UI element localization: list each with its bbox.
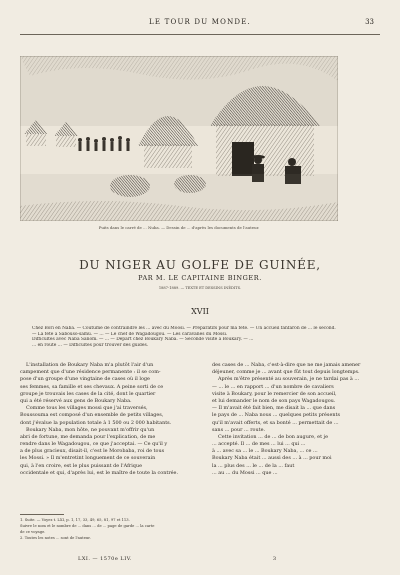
footnote-rule — [20, 514, 64, 515]
text-line: pose d'un groupe d'une vingtaine de cases où il loge — [20, 376, 150, 383]
text-line: — Il m'avait été fait bien, me disait la ... que dans — [212, 405, 336, 412]
text-line: les Mossi. » Il m'entretint longuement de ce souverain — [20, 455, 156, 462]
text-line: campement que d'une résidence permanente : il se com- — [20, 369, 161, 376]
engraving-illustration — [20, 56, 338, 221]
text-line: ... au ... du Mossi ... que ... — [212, 469, 278, 476]
text-line: des cases de ... Naba, c'est-à-dire que ne me jamais amener — [212, 362, 361, 368]
summary-line: Chez Bori en Naba. — Coutume de contraindre les ... avec du Moosi. — Préparatifs pour ma fête. — Un accueil fanfaron de ... le second. — [32, 326, 336, 331]
text-line: qui, à l'en croire, est le plus puissant de l'Afrique — [20, 462, 142, 469]
text-line: Boussouma est composé d'un ensemble de petits villages, — [20, 412, 164, 419]
text-line: — ... le ... en rapport ... d'un nombre de cavaliers — [212, 383, 334, 390]
signature-right: 3 — [272, 556, 276, 562]
text-line: Boukary Naba, mon hôte, ne pouvant m'offrir qu'un — [26, 426, 155, 433]
text-column-left — [20, 362, 188, 477]
text-line: le pays de ... Naba nous ... quelques petits présents — [212, 412, 340, 419]
text-line: dont j'évalue la population totale à 1 500 ou 2 000 habitants. — [20, 419, 172, 426]
illustration-caption: Puits dans le carré de ... Nuba. — Dessin de ... d'après les documents de l'auteur. — [98, 225, 260, 230]
text-line: Boukary Naba était ... aussi des ... à ... pour moi — [212, 455, 332, 462]
text-line: ... accepté. Il ... de mes ... lui ... qui ... — [212, 441, 306, 448]
article-title: DU NIGER AU GOLFE DE GUINÉE, — [79, 258, 321, 272]
summary-line: Difficultés avec Naba Sanom. — ... — Départ chez Boukary Naba. — Seconde visite à Boukary. — ... — [32, 337, 254, 343]
footnote-line: Suivre le nom et le nombre de ... dans ... de ... page de garde ... la carte — [20, 524, 155, 528]
text-line: visite à Boukary, pour le remercier de son accueil, — [212, 390, 337, 397]
footnotes — [20, 517, 188, 541]
text-line: à ... avec sa ... le ... Boukary Naba, ... ce ... — [212, 448, 318, 455]
text-line: qui a été réservé aux gens de Boukary Naba. — [20, 397, 132, 404]
text-line: L'installation de Boukary Naba m'a plutôt l'air d'un — [26, 362, 154, 368]
text-line: Cette invitation ... de ... de bon augure, et je — [218, 433, 329, 440]
page-number: 33 — [365, 18, 374, 26]
text-line: Comme tous les villages mossi que j'ai traversés, — [26, 405, 148, 412]
article-author: PAR M. LE CAPITAINE BINGER. — [138, 274, 262, 282]
signature-left: LXI. — 1570e LIV. — [78, 556, 133, 562]
text-line: occidentale et qui, d'après lui, est le maître de toute la contrée. — [20, 469, 179, 476]
text-line: abri de fortune, me demanda pour l'explication, de me — [20, 433, 156, 440]
text-line: qu'il m'avait offerts, et sa bonté ... permettait de ... — [212, 419, 339, 426]
footnote-line: 1. Suite. — Voyez t. LXI, p. 1, 17, 33, 49, 65, 81, 97 et 113. — [20, 518, 130, 522]
text-line — [212, 484, 380, 491]
text-line: la ... plus des ... le ... de la ... faut — [212, 462, 295, 469]
text-line: ses femmes, sa famille et ses chevaux. A peine sorti de ce — [20, 383, 164, 390]
text-line: a de plus gracieux, disait-il, c'est le Morobaba, roi de tous — [20, 448, 165, 455]
summary-line: ... en route ... — Difficultés pour trouver des guides. — [32, 342, 149, 348]
village-scene-engraving — [20, 56, 338, 221]
text-line: déjeuner, comme je ... avant que fût tout depuis longtemps. — [212, 369, 360, 376]
text-column-right — [212, 362, 380, 520]
text-line: sans ... pour ... route. — [212, 426, 266, 433]
header-rule — [20, 34, 380, 35]
text-line: Après m'être présenté au souverain, je ne tardai pas à ... — [218, 376, 360, 383]
text-line: groupe je trouvais les cases de la cité, dont le quartier — [20, 390, 156, 397]
footnote-line: 2. Toutes les notes ... sont de l'auteur. — [20, 536, 91, 540]
text-line — [212, 491, 380, 498]
running-head — [0, 18, 400, 30]
chapter-summary — [32, 326, 368, 348]
running-title: LE TOUR DU MONDE. — [149, 18, 251, 26]
text-line — [212, 499, 380, 506]
text-line: rendre dans le Wagadougou, ce que j'acceptai. — Ce qu'il y — [20, 441, 168, 448]
text-line — [212, 477, 380, 484]
article-dates: 1887-1889. — TEXTE ET DESSINS INÉDITS. — [158, 286, 242, 290]
text-line — [212, 513, 380, 520]
footnote-line: de ce voyage. — [20, 530, 46, 534]
chapter-number: XVII — [191, 307, 209, 316]
text-line — [212, 506, 380, 513]
text-line: et lui demander le nom de son pays Wagadougou. — [212, 397, 336, 404]
summary-line: — La fête à Sabouso-samu. — ... — Le chef de Wagadougou. — Les caravanes du Mossi. — [32, 331, 228, 337]
page-signature — [20, 556, 380, 564]
